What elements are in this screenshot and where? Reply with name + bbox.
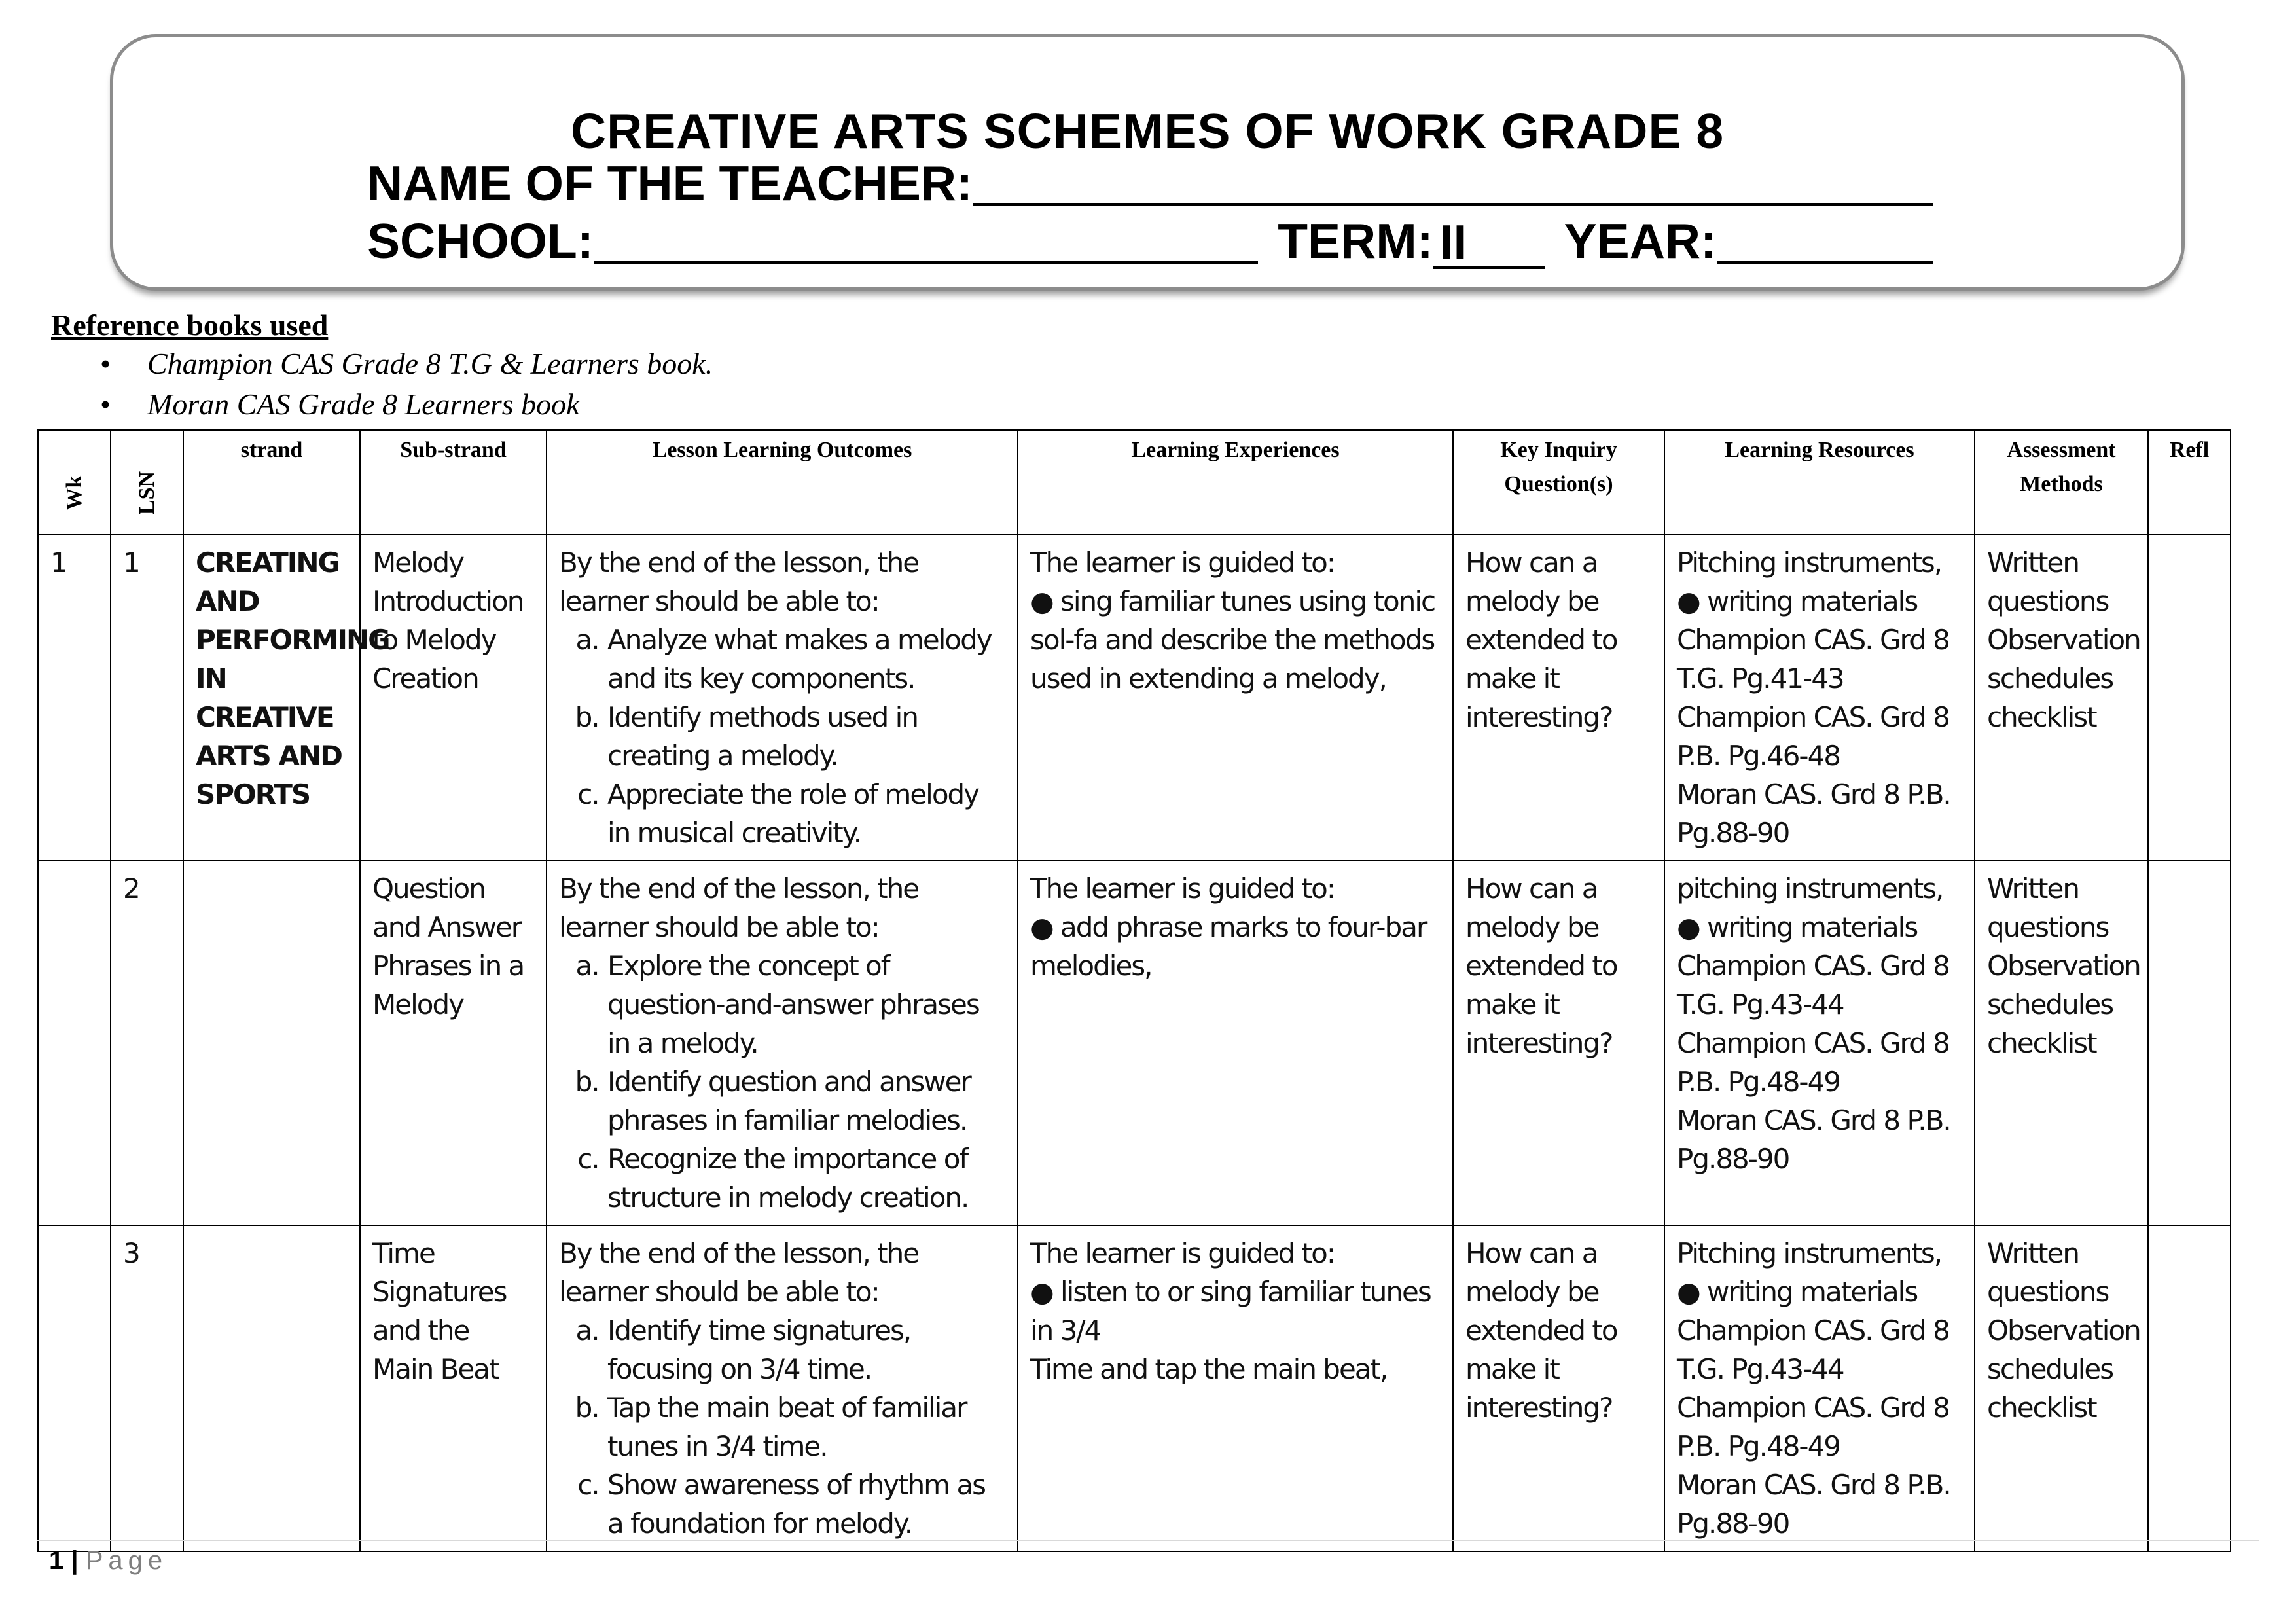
- resource-line: Pitching instruments,: [1677, 1237, 1942, 1269]
- col-header-assessment: Assessment Methods: [1975, 430, 2148, 535]
- outcomes-intro: By the end of the lesson, the learner should be able to:: [559, 1237, 919, 1308]
- experience-line: ● sing familiar tunes using tonic sol-fa and describe the methods used in extending a melody,: [1030, 585, 1435, 695]
- cell-experiences: [1018, 1225, 1453, 1551]
- outcomes-intro: By the end of the lesson, the learner should be able to:: [559, 873, 919, 943]
- table-row: [38, 1225, 2231, 1551]
- cell-wk: [38, 861, 111, 1225]
- outcome-item: c. Recognize the importance of structure in melody creation.: [606, 1140, 1005, 1217]
- cell-resources: [1664, 861, 1975, 1225]
- teacher-blank: [973, 162, 1933, 206]
- cell-outcomes: [547, 1225, 1018, 1551]
- resource-line: ● writing materials: [1677, 585, 1918, 617]
- cell-refl: [2148, 535, 2231, 861]
- resource-line: ● writing materials: [1677, 911, 1918, 943]
- experience-line: The learner is guided to:: [1030, 1237, 1335, 1269]
- resource-line: Moran CAS. Grd 8 P.B. Pg.88-90: [1677, 1469, 1950, 1540]
- page-number: 1: [49, 1546, 64, 1575]
- cell-outcomes: [547, 535, 1018, 861]
- year-label: YEAR:: [1564, 213, 1717, 268]
- cell-resources: [1664, 1225, 1975, 1551]
- cell-strand: CREATING AND PERFORMING IN CREATIVE ARTS AND SPORTS: [183, 535, 360, 861]
- outcome-item: c. Appreciate the role of melody in musical creativity.: [606, 775, 1005, 852]
- col-header-resources: Learning Resources: [1664, 430, 1975, 535]
- resource-line: Champion CAS. Grd 8 T.G. Pg.41-43: [1677, 624, 1949, 695]
- outcomes-intro: By the end of the lesson, the learner should be able to:: [559, 547, 919, 617]
- page-word: Page: [85, 1546, 168, 1575]
- resource-line: pitching instruments,: [1677, 873, 1943, 905]
- col-header-inquiry: Key Inquiry Question(s): [1453, 430, 1664, 535]
- col-header-wk: Wk: [38, 430, 111, 535]
- cell-inquiry: How can a melody be extended to make it interesting?: [1453, 861, 1664, 1225]
- resource-line: Moran CAS. Grd 8 P.B. Pg.88-90: [1677, 1104, 1950, 1175]
- school-label: SCHOOL:: [367, 213, 594, 268]
- resource-line: Champion CAS. Grd 8 P.B. Pg.48-49: [1677, 1027, 1949, 1098]
- cell-substrand: Time Signatures and the Main Beat: [360, 1225, 547, 1551]
- cell-substrand: Question and Answer Phrases in a Melody: [360, 861, 547, 1225]
- experience-line: ● listen to or sing familiar tunes in 3/4: [1030, 1276, 1431, 1346]
- experience-line: The learner is guided to:: [1030, 873, 1335, 905]
- outcome-item: b. Identify question and answer phrases in familiar melodies.: [606, 1062, 1005, 1140]
- assessment-line: checklist: [1987, 1392, 2096, 1424]
- assessment-line: checklist: [1987, 701, 2096, 733]
- cell-strand: [183, 861, 360, 1225]
- experience-line: The learner is guided to:: [1030, 547, 1335, 579]
- outcomes-list: [559, 621, 1005, 852]
- assessment-line: Observation schedules: [1987, 1314, 2140, 1385]
- assessment-line: checklist: [1987, 1027, 2096, 1059]
- schemes-of-work-table: [37, 429, 2231, 1552]
- outcome-item: b. Identify methods used in creating a melody.: [606, 698, 1005, 775]
- outcome-item: c. Show awareness of rhythm as a foundation for melody.: [606, 1466, 1005, 1543]
- resource-line: Moran CAS. Grd 8 P.B. Pg.88-90: [1677, 778, 1950, 849]
- table-row: [38, 535, 2231, 861]
- cell-refl: [2148, 861, 2231, 1225]
- experience-line: ● add phrase marks to four-bar melodies,: [1030, 911, 1427, 982]
- reference-list: [51, 344, 713, 425]
- col-header-refl: Refl: [2148, 430, 2231, 535]
- reference-item: • Moran CAS Grade 8 Learners book: [147, 384, 713, 425]
- outcomes-list: [559, 1311, 1005, 1543]
- teacher-label: NAME OF THE TEACHER:: [367, 156, 973, 211]
- outcomes-list: [559, 947, 1005, 1217]
- school-line: [367, 213, 1933, 269]
- assessment-line: Written questions: [1987, 547, 2109, 617]
- cell-inquiry: How can a melody be extended to make it interesting?: [1453, 1225, 1664, 1551]
- cell-strand: [183, 1225, 360, 1551]
- resource-line: Champion CAS. Grd 8 T.G. Pg.43-44: [1677, 950, 1949, 1020]
- table-header-row: [38, 430, 2231, 535]
- cell-refl: [2148, 1225, 2231, 1551]
- resource-line: Pitching instruments,: [1677, 547, 1942, 579]
- cell-inquiry: How can a melody be extended to make it interesting?: [1453, 535, 1664, 861]
- cell-substrand: Melody Introduction to Melody Creation: [360, 535, 547, 861]
- year-blank: [1717, 220, 1933, 264]
- experience-line: Time and tap the main beat,: [1030, 1353, 1388, 1385]
- outcome-item: a. Analyze what makes a melody and its key components.: [606, 621, 1005, 698]
- assessment-line: Written questions: [1987, 1237, 2109, 1308]
- assessment-line: Written questions: [1987, 873, 2109, 943]
- cell-resources: [1664, 535, 1975, 861]
- col-header-strand: strand: [183, 430, 360, 535]
- document-title: CREATIVE ARTS SCHEMES OF WORK GRADE 8: [570, 103, 1725, 158]
- teacher-line: [367, 155, 1933, 211]
- resource-line: Champion CAS. Grd 8 P.B. Pg.46-48: [1677, 701, 1949, 772]
- cell-wk: [38, 1225, 111, 1551]
- cell-experiences: [1018, 535, 1453, 861]
- resource-line: ● writing materials: [1677, 1276, 1918, 1308]
- cell-assessment: [1975, 861, 2148, 1225]
- resource-line: Champion CAS. Grd 8 P.B. Pg.48-49: [1677, 1392, 1949, 1462]
- reference-books: [51, 308, 713, 425]
- term-value: II: [1433, 219, 1545, 269]
- cell-lsn: 2: [111, 861, 183, 1225]
- term-label: TERM:: [1278, 213, 1433, 268]
- cell-wk: 1: [38, 535, 111, 861]
- cell-outcomes: [547, 861, 1018, 1225]
- reference-heading: Reference books used: [51, 308, 329, 342]
- cell-lsn: 1: [111, 535, 183, 861]
- footer-divider: [37, 1540, 2259, 1541]
- assessment-line: Observation schedules: [1987, 624, 2140, 695]
- col-header-substrand: Sub-strand: [360, 430, 547, 535]
- school-blank: [594, 220, 1258, 264]
- outcome-item: b. Tap the main beat of familiar tunes in 3/4 time.: [606, 1388, 1005, 1466]
- resource-line: Champion CAS. Grd 8 T.G. Pg.43-44: [1677, 1314, 1949, 1385]
- cell-assessment: [1975, 1225, 2148, 1551]
- outcome-item: a. Identify time signatures, focusing on 3/4 time.: [606, 1311, 1005, 1388]
- reference-item: • Champion CAS Grade 8 T.G & Learners book.: [147, 344, 713, 384]
- col-header-experiences: Learning Experiences: [1018, 430, 1453, 535]
- document-header: [110, 34, 2185, 291]
- col-header-lsn: LSN: [111, 430, 183, 535]
- outcome-item: a. Explore the concept of question-and-answer phrases in a melody.: [606, 947, 1005, 1062]
- cell-experiences: [1018, 861, 1453, 1225]
- page-footer: [49, 1546, 168, 1576]
- col-header-outcomes: Lesson Learning Outcomes: [547, 430, 1018, 535]
- cell-assessment: [1975, 535, 2148, 861]
- cell-lsn: 3: [111, 1225, 183, 1551]
- table-row: [38, 861, 2231, 1225]
- assessment-line: Observation schedules: [1987, 950, 2140, 1020]
- footer-separator: |: [71, 1546, 79, 1575]
